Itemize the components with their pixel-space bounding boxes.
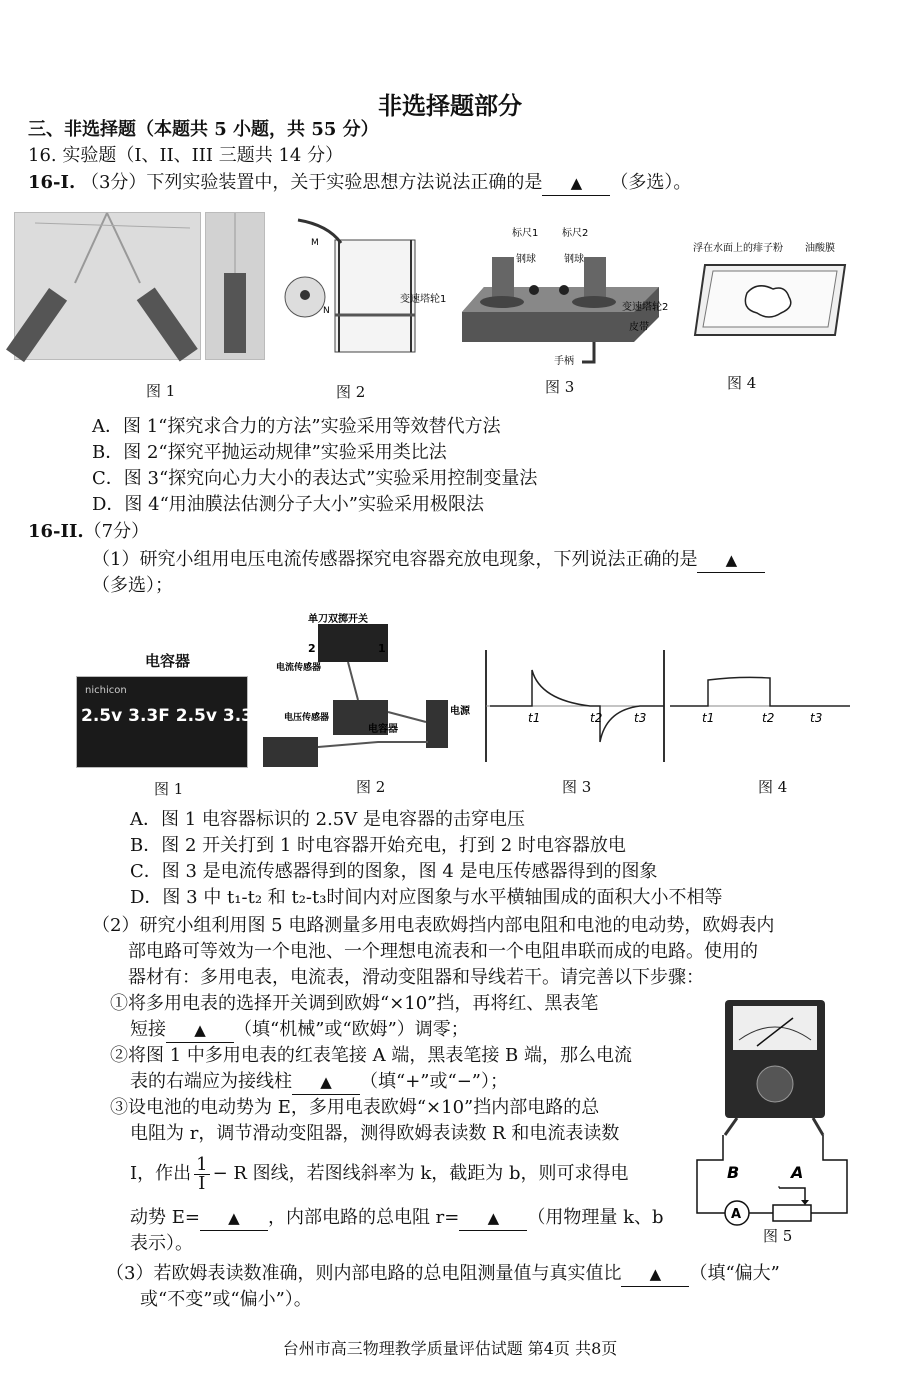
question-16-heading: 16. 实验题（I、II、III 三题共 14 分） <box>28 145 344 166</box>
label-two: 2 <box>308 642 316 655</box>
option-b[interactable]: B．图 2“探究平抛运动规律”实验采用类比法 <box>92 442 447 463</box>
answer-blank[interactable]: ▲ <box>542 171 610 196</box>
step1-line-2: 短接 ▲ （填“机械”或“欧姆”）调零； <box>130 1018 469 1043</box>
ammeter-symbol: A <box>731 1207 742 1222</box>
part1-option-a[interactable]: A．图 1 电容器标识的 2.5V 是电容器的击穿电压 <box>130 809 525 830</box>
fig1-caption: 图 1 <box>154 780 184 798</box>
t3-label: t3 <box>810 711 823 725</box>
label-power: 电源 <box>450 706 470 717</box>
label-voltage-sensor: 电压传感器 <box>284 713 330 723</box>
question-16-2-heading <box>28 520 149 544</box>
stem-tail: （多选）。 <box>610 172 692 193</box>
t2-label: t2 <box>590 711 603 725</box>
fig1-caption: 图 1 <box>146 382 176 400</box>
step2-answer-blank[interactable]: ▲ <box>292 1070 360 1095</box>
part1-option-b[interactable]: B．图 2 开关打到 1 时电容器开始充电，打到 2 时电容器放电 <box>130 835 626 856</box>
question-16-1-stem <box>28 171 691 196</box>
fig1-label-capacitor: 电容器 <box>145 652 191 670</box>
part1-text: （1）研究小组用电压电流传感器探究电容器充放电现象，下列说法正确的是 <box>92 549 698 570</box>
step3-line-5: 表示）。 <box>130 1233 193 1254</box>
fig4-oil-film-tray <box>685 235 855 345</box>
fig4-caption: 图 4 <box>727 374 757 392</box>
step3-line-3: I，作出 $\frac{1}{I}$ − R 图线，若图线斜率为 k，截距为 b，则可求得电 <box>130 1153 629 1194</box>
question-number: 16-I. <box>28 172 76 193</box>
fig2-caption: 图 2 <box>336 383 366 401</box>
capacitor-marking: 2.5v 3.3F 2.5v 3.3F <box>81 706 265 726</box>
terminal-a-label: A <box>791 1163 804 1182</box>
brand-label: nichicon <box>85 685 127 696</box>
label-n: N <box>323 306 330 316</box>
part3-answer-blank[interactable]: ▲ <box>621 1262 689 1287</box>
label-one: 1 <box>378 642 386 655</box>
label-handle: 手柄 <box>554 356 574 367</box>
part1-tail: （多选）； <box>92 575 173 596</box>
option-d[interactable]: D．图 4“用油膜法估测分子大小”实验采用极限法 <box>92 494 485 515</box>
label-film: 油酸膜 <box>805 243 835 254</box>
t3-label: t3 <box>634 711 647 725</box>
t2-label: t2 <box>762 711 775 725</box>
question-number: 16-II. <box>28 521 84 542</box>
fig3-centripetal-apparatus <box>400 222 679 367</box>
option-a[interactable]: A．图 1“探究求合力的方法”实验采用等效替代方法 <box>92 416 501 437</box>
step2-line-1: ②将图 1 中多用电表的红表笔接 A 端，黑表笔接 B 端，那么电流 <box>110 1045 633 1066</box>
step2-line-2: 表的右端应为接线柱 ▲ （填“+”或“−”）； <box>130 1070 508 1095</box>
label-powder: 浮在水面上的痱子粉 <box>693 243 783 254</box>
t1-label: t1 <box>702 711 715 725</box>
label-ball2: 钢球 <box>564 254 584 265</box>
part1-option-c[interactable]: C．图 3 是电流传感器得到的图象，图 4 是电压传感器得到的图象 <box>130 861 658 882</box>
step3-line-1: ③设电池的电动势为 E，多用电表欧姆“×10”挡内部电路的总 <box>110 1097 600 1118</box>
part1-option-d[interactable]: D．图 3 中 t₁-t₂ 和 t₂-t₃时间内对应图象与水平横轴围成的面积大小不相等 <box>130 887 723 908</box>
part1-stem <box>92 548 765 573</box>
fig2-caption: 图 2 <box>356 778 386 796</box>
label-current-sensor: 电流传感器 <box>276 663 322 673</box>
fig1-capacitor-photo <box>76 676 265 768</box>
fraction-one-over-i: $\frac{1}{I}$ <box>196 1153 208 1194</box>
resistance-answer-blank[interactable]: ▲ <box>459 1206 527 1231</box>
part3-line-2: 或“不变”或“偏小”）。 <box>140 1289 312 1310</box>
fig3-caption: 图 3 <box>562 778 592 796</box>
step1-answer-blank[interactable]: ▲ <box>166 1018 234 1043</box>
part2-line-3: 器材有：多用电表，电流表，滑动变阻器和导线若干。请完善以下步骤： <box>128 967 704 988</box>
label-switch: 单刀双掷开关 <box>308 614 368 625</box>
step3-line-4: 动势 E= ▲ ，内部电路的总电阻 r= ▲ （用物理量 k、b <box>130 1206 664 1231</box>
part3-line-1: （3）若欧姆表读数准确，则内部电路的总电阻测量值与真实值比 ▲ （填“偏大” <box>106 1262 780 1287</box>
fig1-photo-spring-scales <box>14 212 201 360</box>
label-ruler1: 标尺1 <box>512 228 539 239</box>
part1-answer-blank[interactable]: ▲ <box>697 548 765 573</box>
label-ruler2: 标尺2 <box>562 228 589 239</box>
t1-label: t1 <box>528 711 541 725</box>
label-belt: 皮带 <box>629 322 649 333</box>
label-wheel2: 变速塔轮2 <box>622 302 669 313</box>
part2-line-2: 部电路可等效为一个电池、一个理想电流表和一个电阻串联而成的电路。使用的 <box>128 941 758 962</box>
terminal-b-label: B <box>727 1163 740 1182</box>
label-ball1: 钢球 <box>516 254 536 265</box>
fig4-caption: 图 4 <box>758 778 788 796</box>
stem-text: （3分）下列实验装置中，关于实验思想方法说法正确的是 <box>80 172 543 193</box>
fig2-circuit-photo <box>258 612 470 772</box>
part2-line-1: （2）研究小组利用图 5 电路测量多用电表欧姆挡内部电阻和电池的电动势，欧姆表内 <box>92 915 775 936</box>
question-score: （7分） <box>83 521 150 542</box>
step3-line-2: 电阻为 r，调节滑动变阻器，测得欧姆表读数 R 和电流表读数 <box>130 1123 620 1144</box>
emf-answer-blank[interactable]: ▲ <box>200 1206 268 1231</box>
section-heading: 三、非选择题（本题共 5 小题，共 55 分） <box>28 119 379 140</box>
fig3-caption: 图 3 <box>545 378 575 396</box>
fig5-caption: 图 5 <box>763 1227 793 1245</box>
label-m: M <box>311 238 319 248</box>
label-capacitor: 电容器 <box>368 724 398 735</box>
fig2-projectile-apparatus <box>283 215 423 360</box>
page-title: 非选择题部分 <box>378 91 522 120</box>
label-wheel1: 变速塔轮1 <box>400 294 447 305</box>
step1-line-1: ①将多用电表的选择开关调到欧姆“×10”挡，再将红、黑表笔 <box>110 993 599 1014</box>
page-footer: 台州市高三物理教学质量评估试题 第4页 共8页 <box>282 1339 618 1358</box>
fig3-current-graph <box>480 650 670 762</box>
fig5-multimeter-circuit <box>695 1000 860 1235</box>
fig1-photo-single-scale <box>205 212 265 360</box>
fig4-voltage-graph <box>670 650 855 762</box>
option-c[interactable]: C．图 3“探究向心力大小的表达式”实验采用控制变量法 <box>92 468 538 489</box>
